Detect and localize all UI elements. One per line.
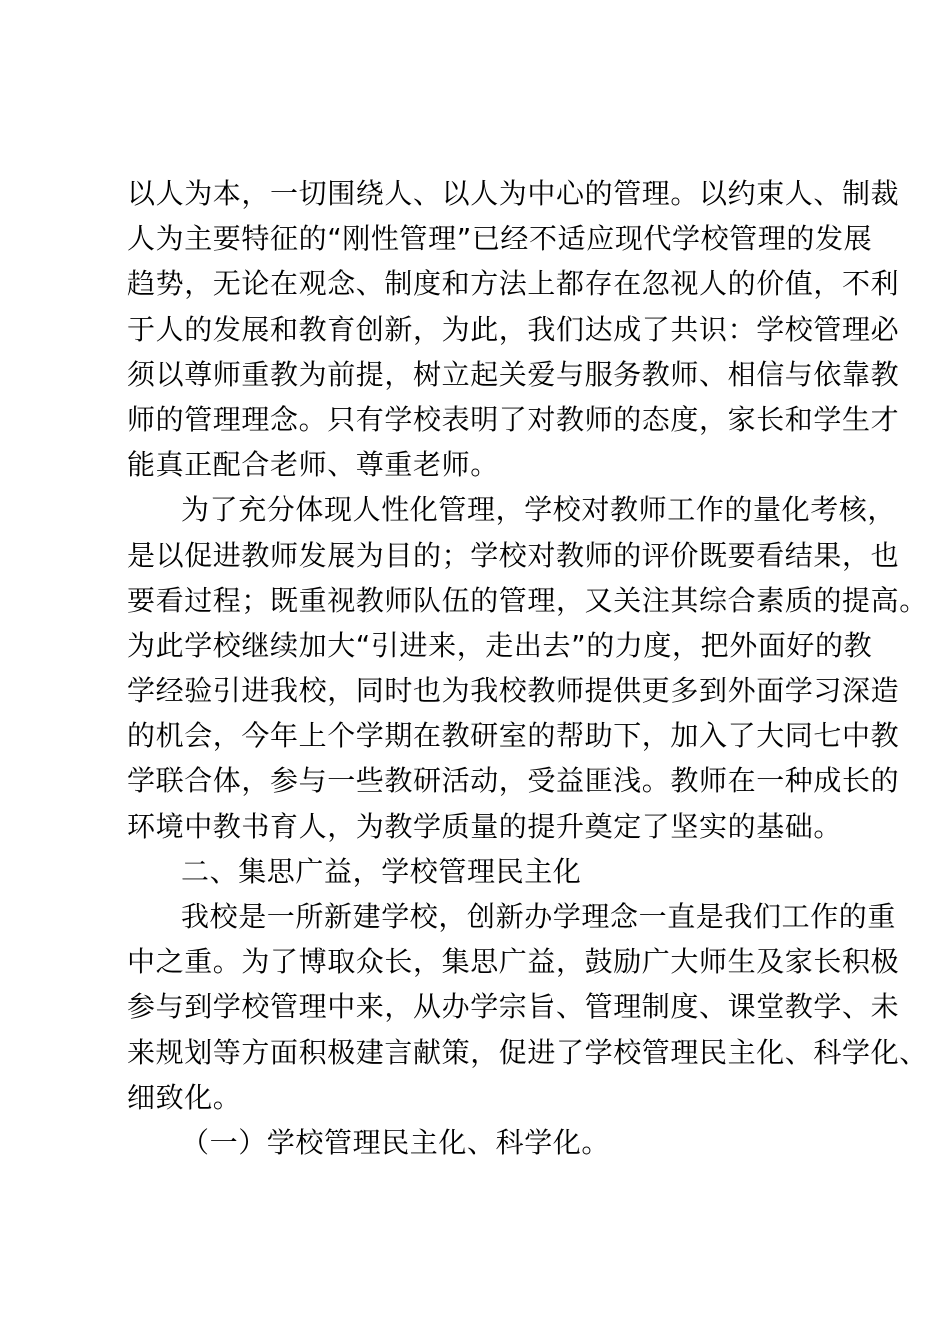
text-line: 须以尊师重教为前提，树立起关爱与服务教师、相信与依靠教 [127, 357, 900, 391]
text-line: 师的管理理念。只有学校表明了对教师的态度，家长和学生才 [127, 402, 900, 436]
paragraph-start-line: 我校是一所新建学校，创新办学理念一直是我们工作的重 [181, 900, 897, 933]
section-heading: 二、集思广益，学校管理民主化 [181, 854, 582, 888]
text-line: 参与到学校管理中来，从办学宗旨、管理制度、课堂教学、未 [127, 990, 900, 1024]
text-line: 学经验引进我校，同时也为我校教师提供更多到外面学习深造 [127, 674, 900, 708]
subsection-heading: （一）学校管理民主化、科学化。 [181, 1125, 611, 1159]
body-text [127, 171, 928, 1165]
text-line: 趋势，无论在观念、制度和方法上都存在忽视人的价值，不利 [127, 267, 900, 301]
text-line: 是以促进教师发展为目的；学校对教师的评价既要看结果，也 [127, 538, 900, 572]
text-line: 为此学校继续加大“引进来，走出去”的力度，把外面好的教 [127, 628, 873, 662]
text-line: 以人为本，一切围绕人、以人为中心的管理。以约束人、制裁 [127, 177, 900, 210]
text-line: 中之重。为了博取众长，集思广益，鼓励广大师生及家长积极 [127, 945, 900, 979]
text-line: 能真正配合老师、尊重老师。 [127, 448, 499, 482]
text-line: 的机会，今年上个学期在教研室的帮助下，加入了大同七中教 [127, 719, 900, 753]
text-line: 人为主要特征的“刚性管理”已经不适应现代学校管理的发展 [127, 222, 873, 256]
text-line: 要看过程；既重视教师队伍的管理，又关注其综合素质的提高。 [127, 583, 928, 617]
paragraph-start-line: 为了充分体现人性化管理，学校对教师工作的量化考核， [181, 493, 897, 527]
text-line: 于人的发展和教育创新，为此，我们达成了共识：学校管理必 [127, 312, 900, 346]
text-line: 学联合体，参与一些教研活动，受益匪浅。教师在一种成长的 [127, 764, 900, 798]
text-line: 环境中教书育人，为教学质量的提升奠定了坚实的基础。 [127, 809, 843, 843]
text-line: 细致化。 [127, 1080, 242, 1114]
text-line: 来规划等方面积极建言献策，促进了学校管理民主化、科学化、 [127, 1035, 928, 1069]
